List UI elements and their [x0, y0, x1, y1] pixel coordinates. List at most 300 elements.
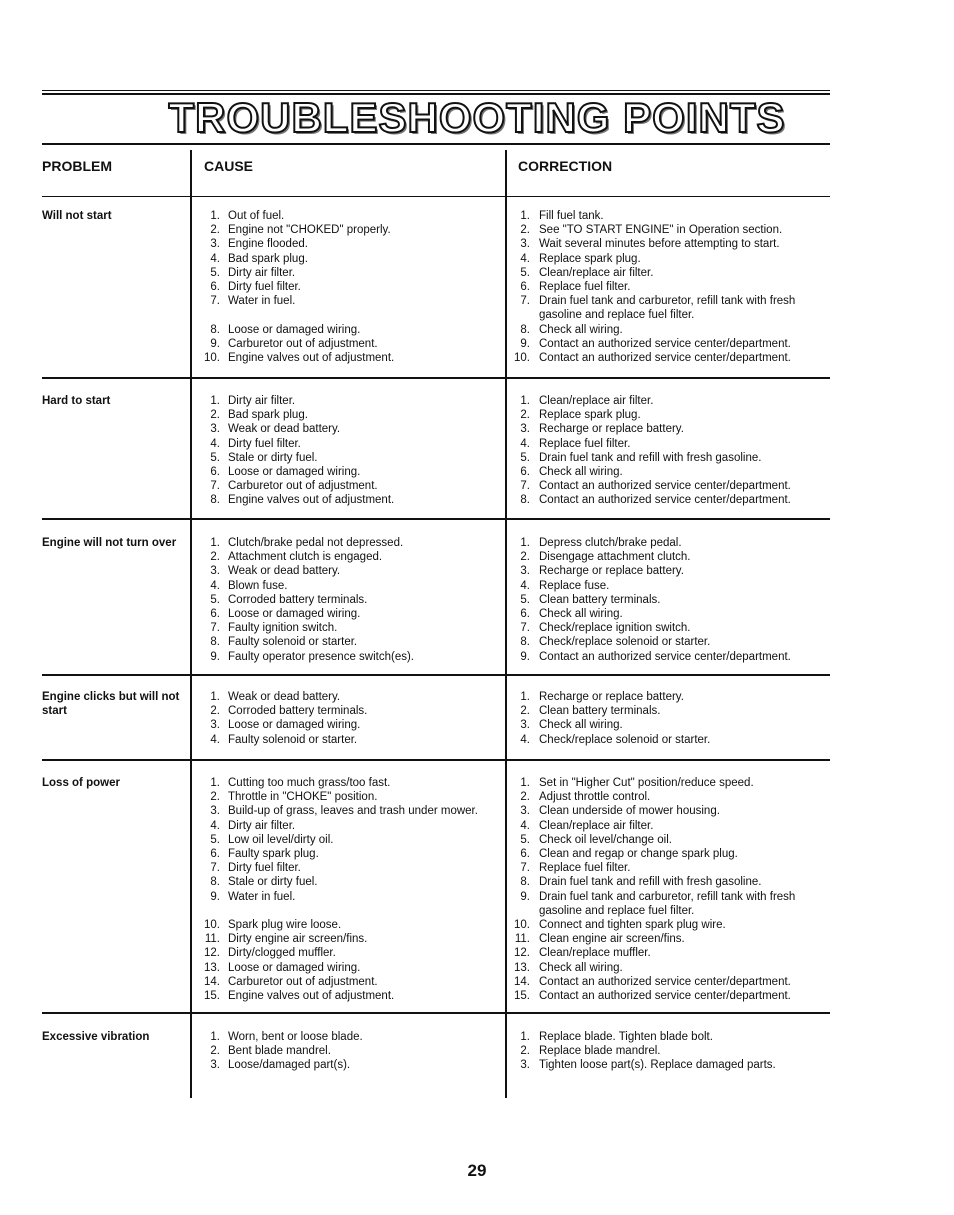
cause-item	[198, 733, 498, 747]
cause-item	[198, 690, 498, 704]
correction-list	[508, 209, 828, 365]
item-text: Check all wiring.	[539, 719, 623, 732]
item-text: gasoline and replace fuel filter.	[539, 904, 695, 917]
cause-item	[198, 237, 498, 251]
item-text	[228, 904, 498, 918]
page-number: 29	[467, 1161, 487, 1180]
cause-item	[198, 593, 498, 607]
item-text: Replace spark plug.	[539, 252, 641, 265]
correction-item	[508, 650, 828, 664]
correction-item	[508, 989, 828, 1003]
correction-list	[508, 394, 828, 508]
cause-item	[198, 621, 498, 635]
item-number: 7.	[210, 622, 220, 635]
item-text: Engine flooded.	[228, 238, 308, 251]
item-number: 1.	[210, 777, 220, 789]
correction-item	[508, 819, 828, 833]
item-text: Clutch/brake pedal not depressed.	[228, 537, 404, 549]
cause-item	[198, 890, 498, 904]
correction-list	[508, 536, 828, 664]
item-number: 4.	[520, 252, 530, 265]
item-text: Loose or damaged wiring.	[228, 608, 361, 621]
section-separator	[42, 759, 830, 761]
item-number: 5.	[520, 451, 530, 464]
correction-item	[508, 776, 828, 790]
item-text: Faulty ignition switch.	[228, 622, 338, 635]
item-text: Recharge or replace battery.	[539, 565, 684, 578]
item-text: Dirty air filter.	[228, 266, 296, 279]
item-number: 13.	[514, 961, 530, 974]
correction-item	[508, 790, 828, 804]
item-text: Dirty engine air screen/fins.	[228, 933, 368, 946]
item-text: Drain fuel tank and refill with fresh gasoline.	[539, 876, 762, 889]
item-text: Recharge or replace battery.	[539, 691, 684, 703]
item-number: 8.	[520, 323, 530, 336]
item-number: 3.	[520, 805, 530, 818]
item-text: Check all wiring.	[539, 608, 623, 621]
item-number: 3.	[210, 565, 220, 578]
item-text: Weak or dead battery.	[228, 423, 341, 436]
item-text: Loose or damaged wiring.	[228, 719, 361, 732]
item-text: gasoline and replace fuel filter.	[539, 309, 695, 322]
item-number: 8.	[210, 494, 220, 507]
item-number: 3.	[210, 719, 220, 732]
item-number: 5.	[520, 593, 530, 606]
cause-item	[198, 294, 498, 308]
cause-item	[198, 550, 498, 564]
item-number: 8.	[210, 323, 220, 336]
item-number: 3.	[210, 238, 220, 251]
item-text: Check all wiring.	[539, 466, 623, 479]
item-number: 6.	[210, 848, 220, 861]
item-text: Drain fuel tank and carburetor, refill tank with fresh	[539, 890, 796, 903]
correction-item	[508, 408, 828, 422]
item-text: Clean and regap or change spark plug.	[539, 848, 738, 861]
item-number: 7.	[210, 862, 220, 875]
correction-item	[508, 280, 828, 294]
item-number: 8.	[520, 636, 530, 649]
correction-item	[508, 904, 828, 918]
problem-label: Loss of power	[42, 777, 120, 789]
column-divider-left	[190, 150, 192, 1098]
item-number: 1.	[210, 395, 220, 407]
cause-item	[198, 252, 498, 266]
item-number: 14.	[204, 975, 220, 988]
item-number: 5.	[520, 266, 530, 279]
correction-item	[508, 621, 828, 635]
correction-item	[508, 875, 828, 889]
item-number: 1.	[210, 210, 220, 222]
item-text: Low oil level/dirty oil.	[228, 833, 334, 846]
item-text: Clean/replace air filter.	[539, 266, 654, 279]
item-text: Replace blade. Tighten blade bolt.	[539, 1031, 713, 1043]
item-number: 2.	[520, 791, 530, 804]
item-text: Connect and tighten spark plug wire.	[539, 919, 726, 932]
item-number: 4.	[210, 437, 220, 450]
item-text: Contact an authorized service center/department.	[539, 337, 791, 350]
cause-item	[198, 1044, 498, 1058]
cause-item	[198, 1058, 498, 1072]
item-number: 10.	[514, 919, 530, 932]
item-number: 5.	[210, 833, 220, 846]
correction-item	[508, 252, 828, 266]
item-text: Set in "Higher Cut" position/reduce speed.	[539, 777, 754, 789]
problem-label: Engine clicks but will not start	[42, 691, 180, 718]
item-text: Carburetor out of adjustment.	[228, 337, 378, 350]
correction-item	[508, 607, 828, 621]
correction-list	[508, 690, 828, 747]
correction-item	[508, 704, 828, 718]
cause-item	[198, 819, 498, 833]
cause-item	[198, 718, 498, 732]
correction-item	[508, 1030, 828, 1044]
item-number: 2.	[210, 551, 220, 564]
item-number: 3.	[210, 423, 220, 436]
item-text: Loose or damaged wiring.	[228, 961, 361, 974]
problem-label: Will not start	[42, 210, 112, 222]
item-number: 10.	[514, 352, 530, 365]
item-text: Engine not "CHOKED" properly.	[228, 224, 391, 237]
item-text: Cutting too much grass/too fast.	[228, 777, 391, 789]
item-text: Contact an authorized service center/department.	[539, 650, 791, 663]
item-text: Dirty fuel filter.	[228, 437, 301, 450]
item-text: Clean underside of mower housing.	[539, 805, 720, 818]
correction-item	[508, 451, 828, 465]
item-text: Corroded battery terminals.	[228, 593, 368, 606]
item-number: 15.	[204, 990, 220, 1003]
item-number: 9.	[210, 650, 220, 663]
cause-item	[198, 266, 498, 280]
item-text	[228, 308, 498, 322]
item-text: Replace blade mandrel.	[539, 1045, 661, 1058]
cause-item	[198, 408, 498, 422]
item-number: 7.	[520, 480, 530, 493]
item-text: Dirty fuel filter.	[228, 862, 301, 875]
item-number: 3.	[520, 238, 530, 251]
item-number: 9.	[520, 890, 530, 903]
item-text: Loose or damaged wiring.	[228, 466, 361, 479]
correction-item	[508, 351, 828, 365]
item-number: 7.	[520, 622, 530, 635]
cause-item	[198, 223, 498, 237]
item-text: Bent blade mandrel.	[228, 1045, 331, 1058]
correction-item	[508, 890, 828, 904]
correction-item	[508, 479, 828, 493]
correction-item	[508, 961, 828, 975]
item-number: 8.	[520, 494, 530, 507]
item-text: Wait several minutes before attempting to start.	[539, 238, 780, 251]
correction-item	[508, 946, 828, 960]
item-number: 6.	[520, 848, 530, 861]
correction-item	[508, 1058, 828, 1072]
correction-item	[508, 804, 828, 818]
correction-item	[508, 932, 828, 946]
cause-item	[198, 465, 498, 479]
item-number: 8.	[520, 876, 530, 889]
item-number: 10.	[204, 919, 220, 932]
correction-item	[508, 564, 828, 578]
item-text: Corroded battery terminals.	[228, 705, 368, 718]
cause-item	[198, 437, 498, 451]
item-text: Loose/damaged part(s).	[228, 1059, 351, 1072]
item-text: Worn, bent or loose blade.	[228, 1031, 363, 1043]
item-number: 7.	[520, 862, 530, 875]
item-number: 1.	[520, 395, 530, 407]
correction-item	[508, 593, 828, 607]
item-text: Contact an authorized service center/department.	[539, 352, 791, 365]
item-text: Depress clutch/brake pedal.	[539, 537, 682, 549]
cause-item	[198, 564, 498, 578]
correction-item	[508, 237, 828, 251]
cause-item	[198, 650, 498, 664]
item-text: Replace spark plug.	[539, 409, 641, 422]
item-text: Contact an authorized service center/department.	[539, 990, 791, 1003]
correction-item	[508, 493, 828, 507]
item-text: Replace fuel filter.	[539, 281, 631, 294]
correction-item	[508, 337, 828, 351]
correction-item	[508, 690, 828, 704]
item-number: 6.	[210, 466, 220, 479]
item-number: 9.	[520, 650, 530, 663]
item-text: Engine valves out of adjustment.	[228, 352, 395, 365]
cause-item	[198, 790, 498, 804]
section-separator	[42, 1012, 830, 1014]
item-text: Carburetor out of adjustment.	[228, 480, 378, 493]
correction-item	[508, 422, 828, 436]
problem-label: Engine will not turn over	[42, 537, 177, 549]
item-text: Clean engine air screen/fins.	[539, 933, 685, 946]
correction-item	[508, 833, 828, 847]
item-text: Water in fuel.	[228, 890, 296, 903]
item-text: Faulty spark plug.	[228, 848, 319, 861]
correction-item	[508, 847, 828, 861]
item-text: Check/replace solenoid or starter.	[539, 636, 711, 649]
item-text: Contact an authorized service center/department.	[539, 975, 791, 988]
cause-list	[198, 1030, 498, 1073]
item-text: Replace fuel filter.	[539, 862, 631, 875]
item-number: 2.	[210, 224, 220, 237]
item-text: Bad spark plug.	[228, 409, 308, 422]
correction-item	[508, 323, 828, 337]
item-text: Dirty air filter.	[228, 819, 296, 832]
correction-list	[508, 776, 828, 1003]
item-text: Replace fuse.	[539, 579, 610, 592]
item-number: 12.	[514, 947, 530, 960]
item-text: Weak or dead battery.	[228, 691, 341, 703]
item-text: Build-up of grass, leaves and trash under mower.	[228, 805, 478, 818]
title-rule	[42, 143, 830, 145]
correction-item	[508, 223, 828, 237]
item-text: Faulty solenoid or starter.	[228, 636, 358, 649]
item-text: Clean/replace muffler.	[539, 947, 651, 960]
item-text: Check all wiring.	[539, 961, 623, 974]
correction-item	[508, 266, 828, 280]
item-number: 2.	[520, 409, 530, 422]
item-text: Out of fuel.	[228, 210, 285, 222]
correction-item	[508, 550, 828, 564]
item-number: 1.	[520, 1031, 530, 1043]
item-number: 9.	[520, 337, 530, 350]
cause-item	[198, 451, 498, 465]
cause-item	[198, 847, 498, 861]
item-number: 3.	[520, 565, 530, 578]
cause-item	[198, 946, 498, 960]
item-number: 2.	[210, 791, 220, 804]
correction-item	[508, 579, 828, 593]
item-number: 1.	[520, 210, 530, 222]
cause-list	[198, 690, 498, 747]
item-number: 10.	[204, 352, 220, 365]
cause-item	[198, 579, 498, 593]
item-text: Water in fuel.	[228, 295, 296, 308]
item-text: Dirty air filter.	[228, 395, 296, 407]
item-text: Check all wiring.	[539, 323, 623, 336]
item-text: Drain fuel tank and refill with fresh gasoline.	[539, 451, 762, 464]
item-number: 3.	[520, 719, 530, 732]
correction-item	[508, 975, 828, 989]
top-rule-thin	[42, 90, 830, 91]
correction-item	[508, 394, 828, 408]
item-text: See "TO START ENGINE" in Operation section.	[539, 224, 783, 237]
item-number: 2.	[520, 224, 530, 237]
item-number: 9.	[210, 890, 220, 903]
item-number: 12.	[204, 947, 220, 960]
correction-item	[508, 437, 828, 451]
item-number: 1.	[210, 537, 220, 549]
item-text: Stale or dirty fuel.	[228, 451, 318, 464]
cause-item	[198, 989, 498, 1003]
item-text: Stale or dirty fuel.	[228, 876, 318, 889]
cause-item	[198, 704, 498, 718]
item-number: 4.	[210, 819, 220, 832]
cause-item	[198, 209, 498, 223]
correction-item	[508, 861, 828, 875]
correction-item	[508, 536, 828, 550]
cause-item	[198, 975, 498, 989]
correction-item	[508, 308, 828, 322]
item-number: 2.	[210, 705, 220, 718]
problem-label: Hard to start	[42, 395, 111, 407]
item-number: 6.	[520, 608, 530, 621]
section-separator	[42, 518, 830, 520]
item-text: Check oil level/change oil.	[539, 833, 672, 846]
item-number: 8.	[210, 876, 220, 889]
item-number: 1.	[210, 1031, 220, 1043]
cause-item	[198, 804, 498, 818]
section-separator	[42, 674, 830, 676]
item-text: Faulty solenoid or starter.	[228, 733, 358, 746]
item-number: 3.	[520, 1059, 530, 1072]
header-correction: CORRECTION	[518, 158, 613, 174]
item-number: 9.	[210, 337, 220, 350]
item-number: 4.	[520, 819, 530, 832]
correction-item	[508, 209, 828, 223]
item-number: 5.	[520, 833, 530, 846]
cause-item	[198, 776, 498, 790]
item-text: Attachment clutch is engaged.	[228, 551, 383, 564]
cause-item	[198, 918, 498, 932]
item-text: Clean/replace air filter.	[539, 395, 654, 407]
cause-item	[198, 422, 498, 436]
item-text: Faulty operator presence switch(es).	[228, 650, 414, 663]
item-text: Dirty fuel filter.	[228, 281, 301, 294]
item-text: Loose or damaged wiring.	[228, 323, 361, 336]
item-number: 4.	[210, 579, 220, 592]
item-number: 7.	[520, 295, 530, 308]
item-text: Engine valves out of adjustment.	[228, 990, 395, 1003]
correction-item	[508, 465, 828, 479]
cause-list	[198, 536, 498, 664]
item-number: 4.	[210, 252, 220, 265]
item-number: 5.	[210, 451, 220, 464]
cause-item	[198, 280, 498, 294]
cause-item	[198, 635, 498, 649]
item-text: Bad spark plug.	[228, 252, 308, 265]
column-divider-right	[505, 150, 507, 1098]
item-text: Check/replace solenoid or starter.	[539, 733, 711, 746]
item-number: 2.	[520, 705, 530, 718]
item-number: 14.	[514, 975, 530, 988]
item-text: Dirty/clogged muffler.	[228, 947, 336, 960]
item-text: Clean battery terminals.	[539, 705, 661, 718]
cause-item	[198, 394, 498, 408]
cause-item	[198, 536, 498, 550]
item-text: Blown fuse.	[228, 579, 288, 592]
item-number: 6.	[520, 281, 530, 294]
item-number: 2.	[210, 1045, 220, 1058]
correction-item	[508, 635, 828, 649]
item-number: 8.	[210, 636, 220, 649]
item-number: 5.	[210, 593, 220, 606]
cause-list	[198, 776, 498, 1003]
cause-item	[198, 308, 498, 322]
cause-item	[198, 961, 498, 975]
item-number: 4.	[520, 437, 530, 450]
item-number: 1.	[520, 777, 530, 789]
item-number: 3.	[520, 423, 530, 436]
item-text: Spark plug wire loose.	[228, 919, 342, 932]
problem-label: Excessive vibration	[42, 1031, 150, 1043]
cause-item	[198, 904, 498, 918]
cause-item	[198, 1030, 498, 1044]
item-text: Adjust throttle control.	[539, 791, 651, 804]
item-number: 11.	[204, 933, 220, 946]
item-number: 15.	[514, 990, 530, 1003]
correction-item	[508, 1044, 828, 1058]
item-text: Tighten loose part(s). Replace damaged parts.	[539, 1059, 776, 1072]
item-number: 7.	[210, 480, 220, 493]
page-title: TROUBLESHOOTING POINTS	[168, 94, 786, 141]
item-text: Contact an authorized service center/department.	[539, 480, 791, 493]
cause-item	[198, 351, 498, 365]
item-number: 5.	[210, 266, 220, 279]
item-number: 4.	[520, 733, 530, 746]
correction-item	[508, 918, 828, 932]
item-number: 1.	[520, 537, 530, 549]
item-number: 7.	[210, 295, 220, 308]
item-text: Clean/replace air filter.	[539, 819, 654, 832]
item-number: 2.	[520, 1045, 530, 1058]
item-text: Disengage attachment clutch.	[539, 551, 691, 564]
section-separator	[42, 377, 830, 379]
correction-item	[508, 718, 828, 732]
item-number: 13.	[204, 961, 220, 974]
cause-list	[198, 209, 498, 365]
item-number: 2.	[520, 551, 530, 564]
correction-list	[508, 1030, 828, 1073]
header-problem: PROBLEM	[42, 158, 112, 174]
correction-item	[508, 733, 828, 747]
